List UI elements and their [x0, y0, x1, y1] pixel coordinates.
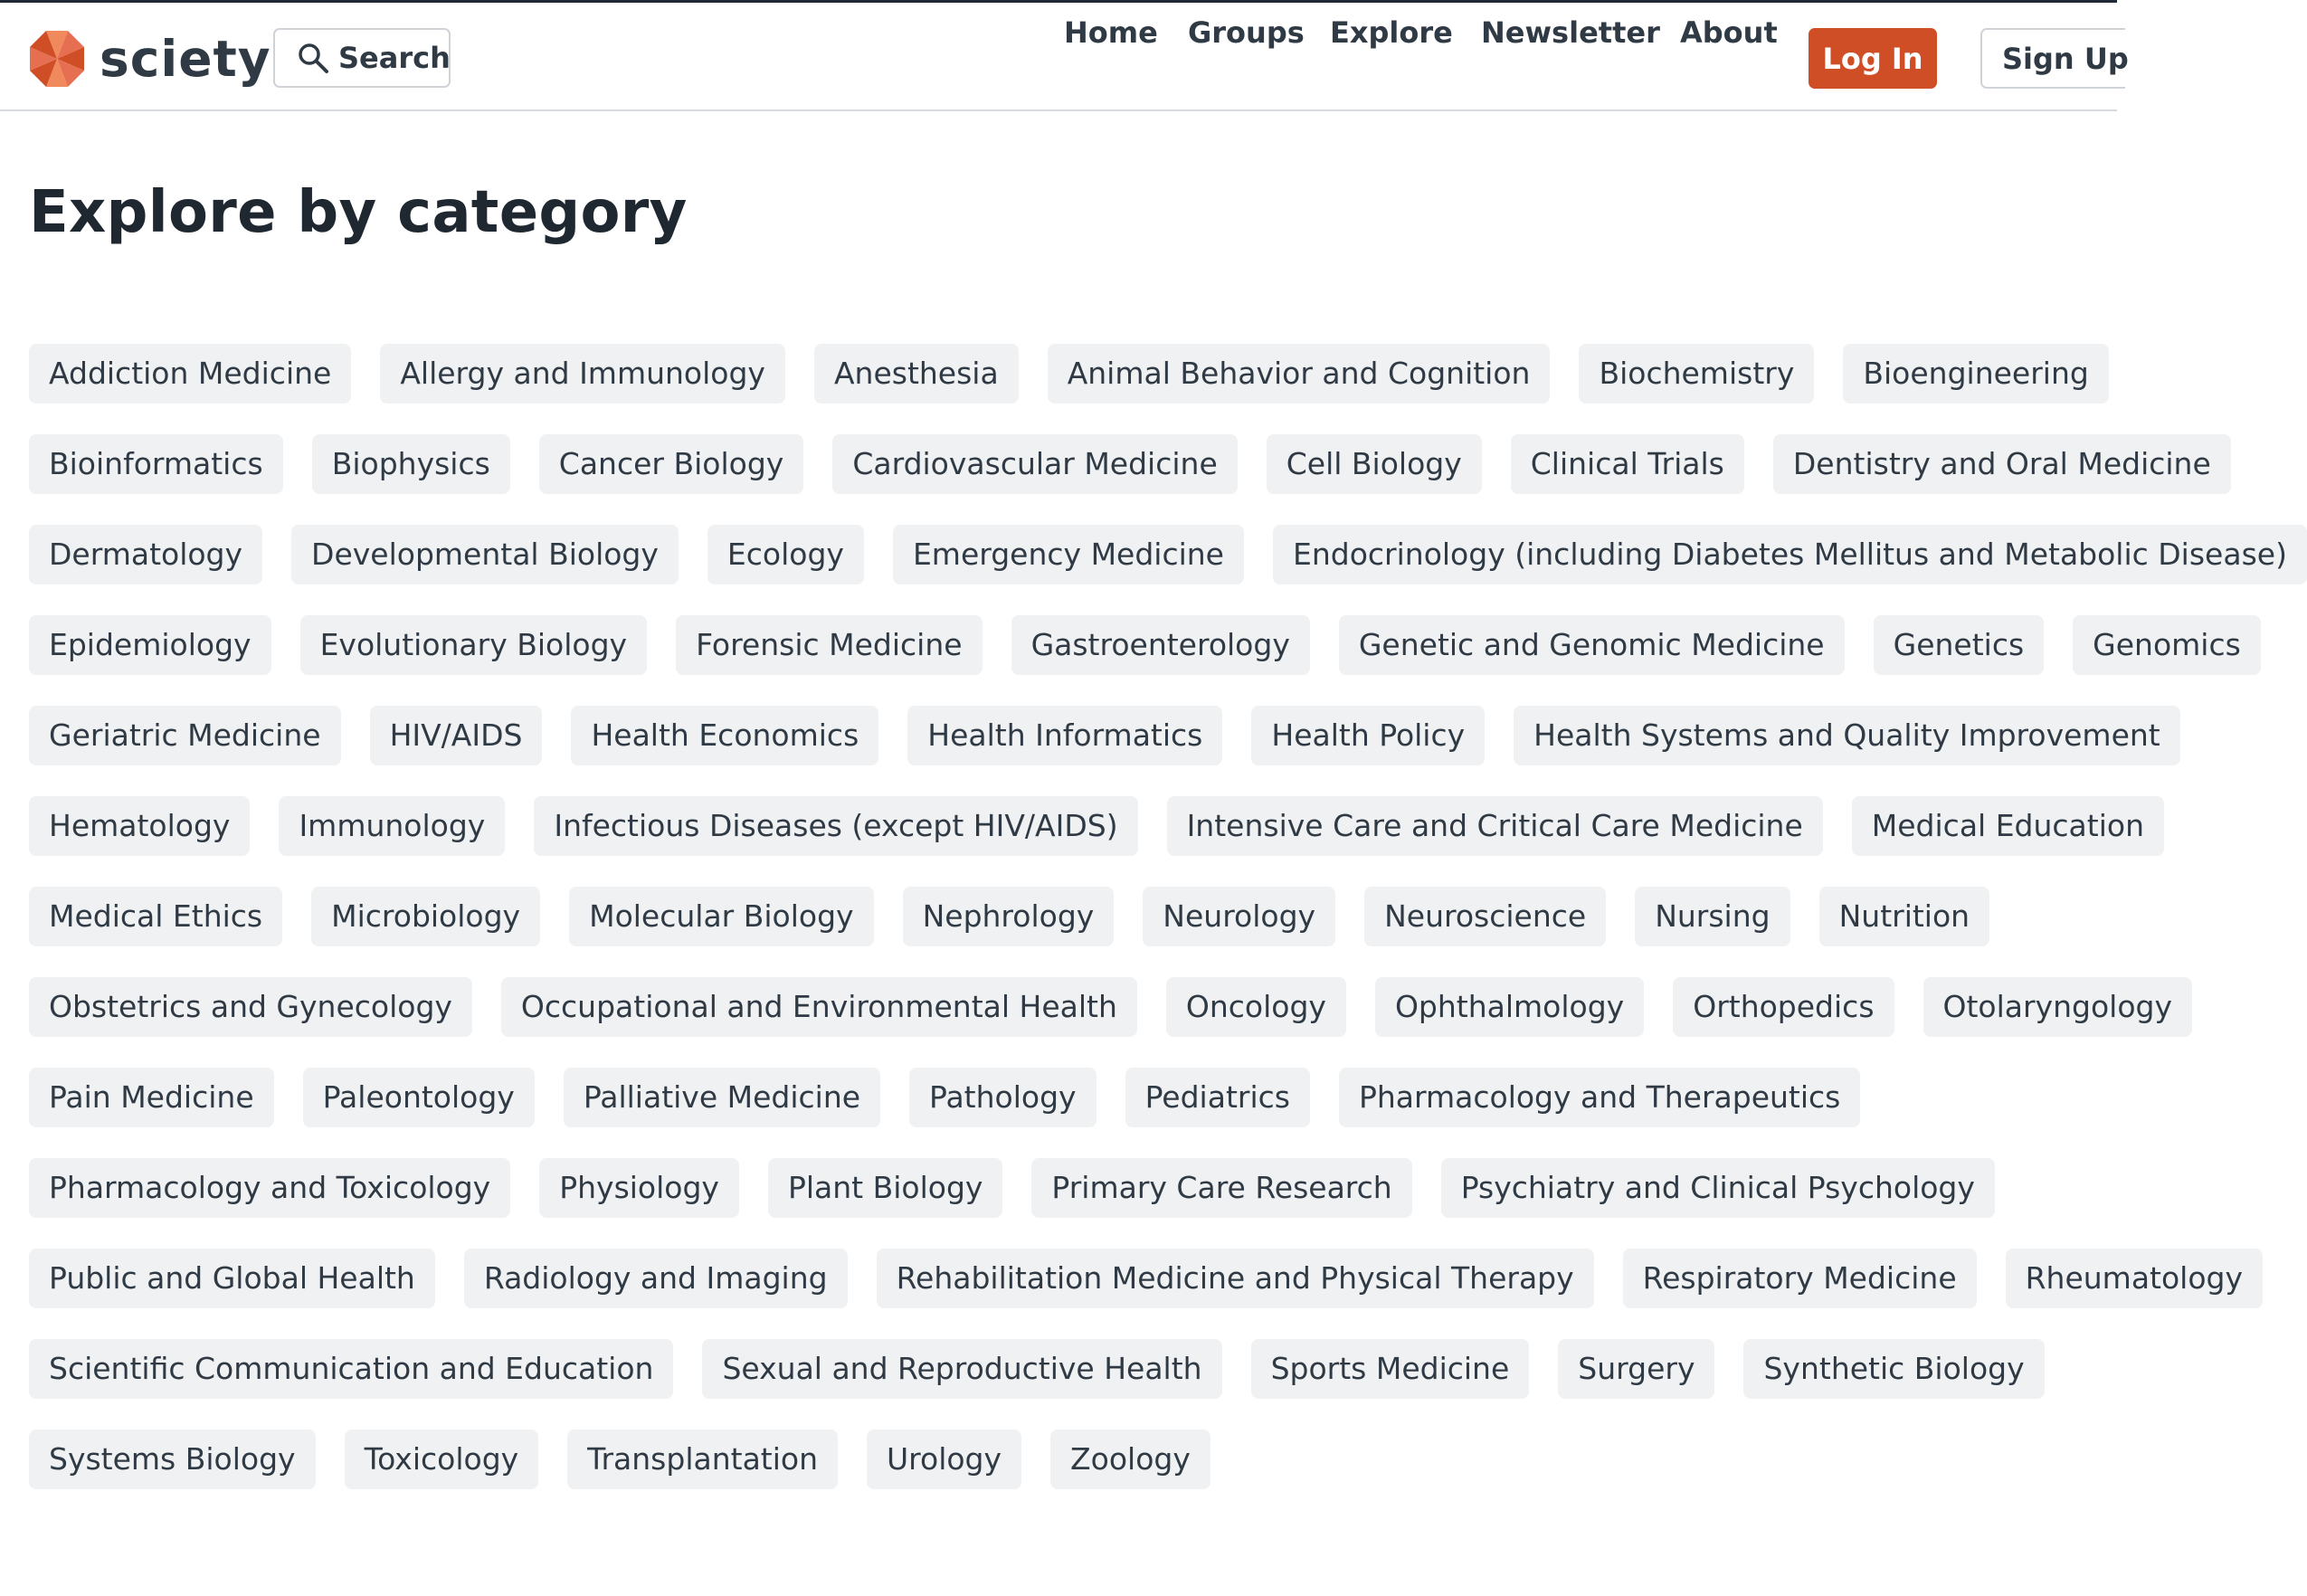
category-chip[interactable]: Toxicology	[345, 1430, 539, 1489]
category-list	[29, 344, 2287, 1520]
category-chip[interactable]: Clinical Trials	[1511, 434, 1744, 494]
category-row	[29, 434, 2211, 494]
category-chip[interactable]: Pediatrics	[1125, 1068, 1310, 1127]
category-chip[interactable]: Public and Global Health	[29, 1249, 435, 1308]
category-chip[interactable]: Nutrition	[1819, 887, 1990, 946]
category-row	[29, 344, 2101, 404]
category-chip[interactable]: Forensic Medicine	[676, 615, 982, 675]
category-chip[interactable]: Dentistry and Oral Medicine	[1773, 434, 2231, 494]
category-chip[interactable]: Physiology	[539, 1158, 739, 1218]
category-chip[interactable]: Pharmacology and Therapeutics	[1339, 1068, 1860, 1127]
search-label: Search	[338, 41, 451, 75]
page-title: Explore by category	[29, 179, 688, 246]
search-button[interactable]	[273, 28, 451, 88]
category-chip[interactable]: Genetic and Genomic Medicine	[1339, 615, 1845, 675]
category-chip[interactable]: Ophthalmology	[1375, 977, 1644, 1037]
category-chip[interactable]: Pain Medicine	[29, 1068, 274, 1127]
category-chip[interactable]: Microbiology	[311, 887, 540, 946]
category-chip[interactable]: Scientific Communication and Education	[29, 1339, 673, 1399]
search-icon	[297, 42, 329, 74]
category-chip[interactable]: Plant Biology	[768, 1158, 1002, 1218]
site-header	[0, 3, 2129, 111]
category-chip[interactable]: Pharmacology and Toxicology	[29, 1158, 510, 1218]
category-chip[interactable]: Gastroenterology	[1011, 615, 1310, 675]
category-chip[interactable]: Medical Ethics	[29, 887, 282, 946]
category-chip[interactable]: Developmental Biology	[291, 525, 679, 584]
category-chip[interactable]: Radiology and Imaging	[464, 1249, 848, 1308]
category-chip[interactable]: Evolutionary Biology	[300, 615, 648, 675]
category-chip[interactable]: Transplantation	[567, 1430, 838, 1489]
category-chip[interactable]: Otolaryngology	[1923, 977, 2192, 1037]
category-chip[interactable]: Anesthesia	[814, 344, 1019, 404]
category-chip[interactable]: Immunology	[279, 796, 505, 856]
category-chip[interactable]: Obstetrics and Gynecology	[29, 977, 472, 1037]
nav-about[interactable]: About	[1680, 15, 1778, 50]
logo-text: sciety	[100, 29, 271, 88]
category-chip[interactable]: Intensive Care and Critical Care Medicine	[1167, 796, 1823, 856]
category-chip[interactable]: Medical Education	[1852, 796, 2164, 856]
category-chip[interactable]: Paleontology	[303, 1068, 535, 1127]
category-row	[29, 706, 2160, 765]
category-chip[interactable]: Bioinformatics	[29, 434, 283, 494]
category-row	[29, 1339, 2101, 1399]
category-chip[interactable]: Addiction Medicine	[29, 344, 351, 404]
category-chip[interactable]: Health Systems and Quality Improvement	[1514, 706, 2180, 765]
category-chip[interactable]: Systems Biology	[29, 1430, 316, 1489]
category-chip[interactable]: Health Informatics	[907, 706, 1222, 765]
category-chip[interactable]: Rheumatology	[2006, 1249, 2263, 1308]
nav-explore[interactable]: Explore	[1330, 15, 1453, 50]
category-chip[interactable]: Neurology	[1143, 887, 1335, 946]
login-button[interactable]: Log In	[1809, 28, 1937, 89]
category-row	[29, 615, 2241, 675]
category-chip[interactable]: Rehabilitation Medicine and Physical Therapy	[877, 1249, 1594, 1308]
category-chip[interactable]: Psychiatry and Clinical Psychology	[1441, 1158, 1995, 1218]
category-chip[interactable]: Orthopedics	[1673, 977, 1894, 1037]
category-chip[interactable]: Primary Care Research	[1031, 1158, 1411, 1218]
category-chip[interactable]: Dermatology	[29, 525, 262, 584]
category-chip[interactable]: Biochemistry	[1579, 344, 1814, 404]
category-chip[interactable]: Respiratory Medicine	[1623, 1249, 1977, 1308]
category-chip[interactable]: Zoology	[1050, 1430, 1210, 1489]
nav-newsletter[interactable]: Newsletter	[1481, 15, 1660, 50]
nav-home[interactable]: Home	[1064, 15, 1158, 50]
category-chip[interactable]: Occupational and Environmental Health	[501, 977, 1137, 1037]
category-chip[interactable]: Sexual and Reproductive Health	[702, 1339, 1221, 1399]
category-row	[29, 796, 2144, 856]
category-chip[interactable]: Surgery	[1558, 1339, 1714, 1399]
category-chip[interactable]: Genetics	[1874, 615, 2045, 675]
category-row	[29, 1068, 2101, 1127]
category-chip[interactable]: Bioengineering	[1843, 344, 2108, 404]
category-chip[interactable]: Geriatric Medicine	[29, 706, 341, 765]
category-chip[interactable]: Molecular Biology	[569, 887, 873, 946]
category-chip[interactable]: Biophysics	[312, 434, 510, 494]
signup-button[interactable]: Sign Up	[1980, 28, 2125, 89]
category-chip[interactable]: Emergency Medicine	[893, 525, 1244, 584]
nav-groups[interactable]: Groups	[1188, 15, 1305, 50]
category-chip[interactable]: Endocrinology (including Diabetes Mellitus and Metabolic Disease)	[1273, 525, 2307, 584]
category-chip[interactable]: Cell Biology	[1267, 434, 1482, 494]
category-chip[interactable]: Genomics	[2073, 615, 2261, 675]
category-chip[interactable]: HIV/AIDS	[370, 706, 543, 765]
category-row	[29, 1158, 2101, 1218]
category-row	[29, 887, 2101, 946]
category-chip[interactable]: Epidemiology	[29, 615, 271, 675]
category-chip[interactable]: Health Economics	[571, 706, 878, 765]
category-chip[interactable]: Neuroscience	[1364, 887, 1606, 946]
category-row	[29, 1430, 2101, 1489]
category-chip[interactable]: Cardiovascular Medicine	[832, 434, 1237, 494]
category-chip[interactable]: Urology	[867, 1430, 1021, 1489]
category-chip[interactable]: Palliative Medicine	[564, 1068, 880, 1127]
category-chip[interactable]: Ecology	[707, 525, 864, 584]
category-chip[interactable]: Sports Medicine	[1251, 1339, 1530, 1399]
category-chip[interactable]: Infectious Diseases (except HIV/AIDS)	[534, 796, 1137, 856]
category-chip[interactable]: Oncology	[1166, 977, 1346, 1037]
category-chip[interactable]: Nursing	[1635, 887, 1790, 946]
category-chip[interactable]: Synthetic Biology	[1743, 1339, 2044, 1399]
category-row	[29, 525, 2287, 584]
category-chip[interactable]: Health Policy	[1251, 706, 1485, 765]
category-chip[interactable]: Allergy and Immunology	[380, 344, 785, 404]
category-chip[interactable]: Cancer Biology	[539, 434, 804, 494]
category-row	[29, 977, 2172, 1037]
category-chip[interactable]: Pathology	[909, 1068, 1097, 1127]
category-chip[interactable]: Hematology	[29, 796, 250, 856]
site-logo[interactable]	[27, 26, 271, 91]
category-chip[interactable]: Nephrology	[903, 887, 1115, 946]
sciety-logo-icon	[27, 27, 87, 90]
category-chip[interactable]: Animal Behavior and Cognition	[1048, 344, 1551, 404]
category-row	[29, 1249, 2244, 1308]
